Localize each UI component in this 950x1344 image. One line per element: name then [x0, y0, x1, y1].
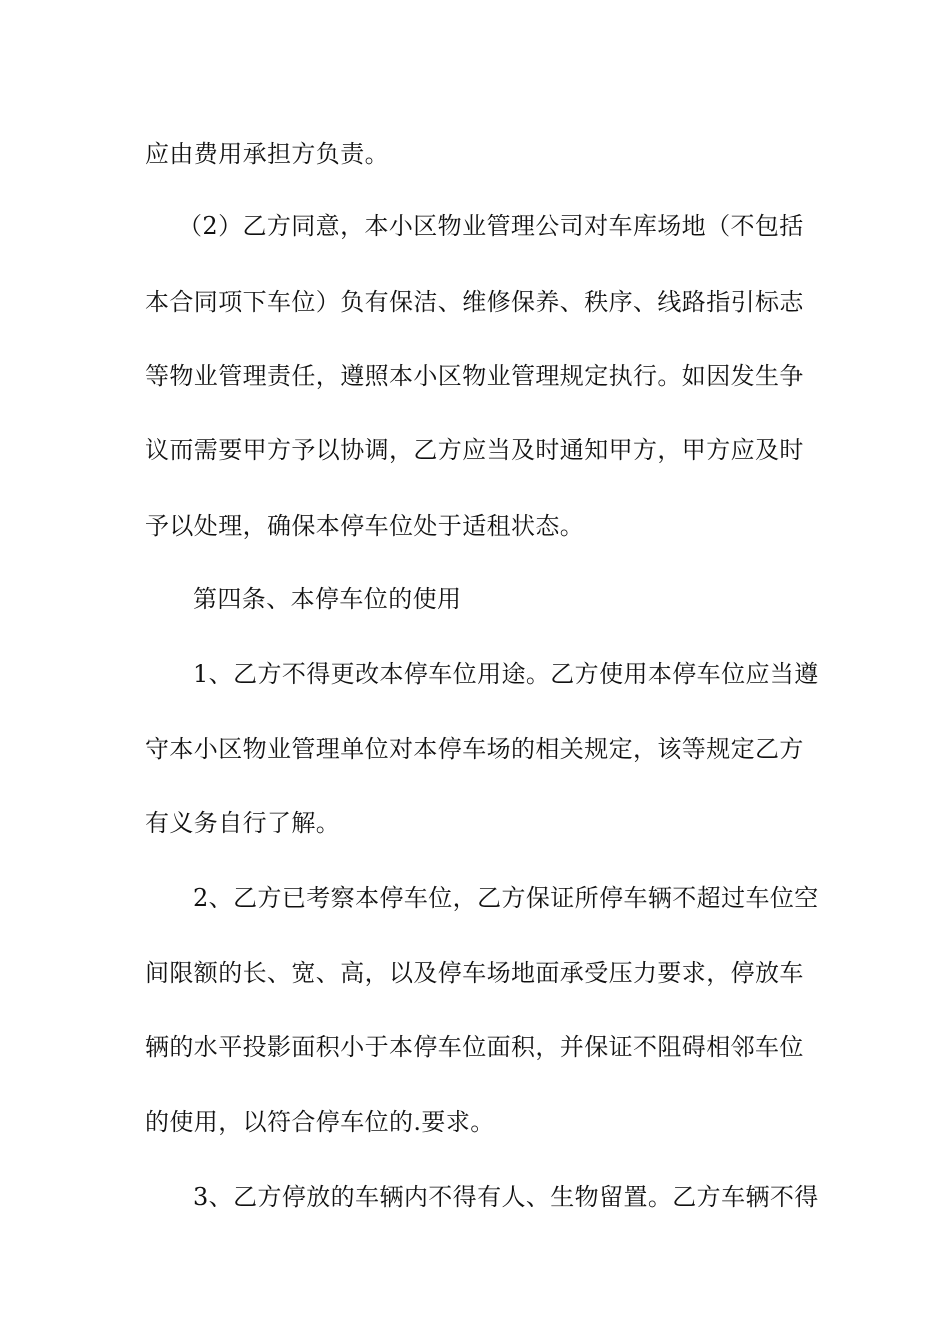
text-line-9: 守本小区物业管理单位对本停车场的相关规定，该等规定乙方 [145, 735, 804, 763]
text-line-2: （2）乙方同意，本小区物业管理公司对车库场地（不包括 [178, 212, 804, 240]
text-line-8: 1、乙方不得更改本停车位用途。乙方使用本停车位应当遵 [193, 660, 819, 688]
text-line-5: 议而需要甲方予以协调，乙方应当及时通知甲方，甲方应及时 [145, 436, 804, 464]
text-line-1: 应由费用承担方负责。 [145, 140, 389, 168]
text-line-10: 有义务自行了解。 [145, 809, 341, 837]
text-line-4: 等物业管理责任，遵照本小区物业管理规定执行。如因发生争 [145, 362, 804, 390]
text-line-14: 的使用，以符合停车位的.要求。 [145, 1108, 495, 1136]
text-line-12: 间限额的长、宽、高，以及停车场地面承受压力要求，停放车 [145, 959, 804, 987]
text-line-3: 本合同项下车位）负有保洁、维修保养、秩序、线路指引标志 [145, 288, 804, 316]
text-line-15: 3、乙方停放的车辆内不得有人、生物留置。乙方车辆不得 [193, 1183, 819, 1211]
text-line-11: 2、乙方已考察本停车位，乙方保证所停车辆不超过车位空 [193, 884, 819, 912]
text-line-13: 辆的水平投影面积小于本停车位面积，并保证不阻碍相邻车位 [145, 1033, 804, 1061]
text-line-6: 予以处理，确保本停车位处于适租状态。 [145, 512, 585, 540]
section-heading: 第四条、本停车位的使用 [193, 585, 462, 613]
